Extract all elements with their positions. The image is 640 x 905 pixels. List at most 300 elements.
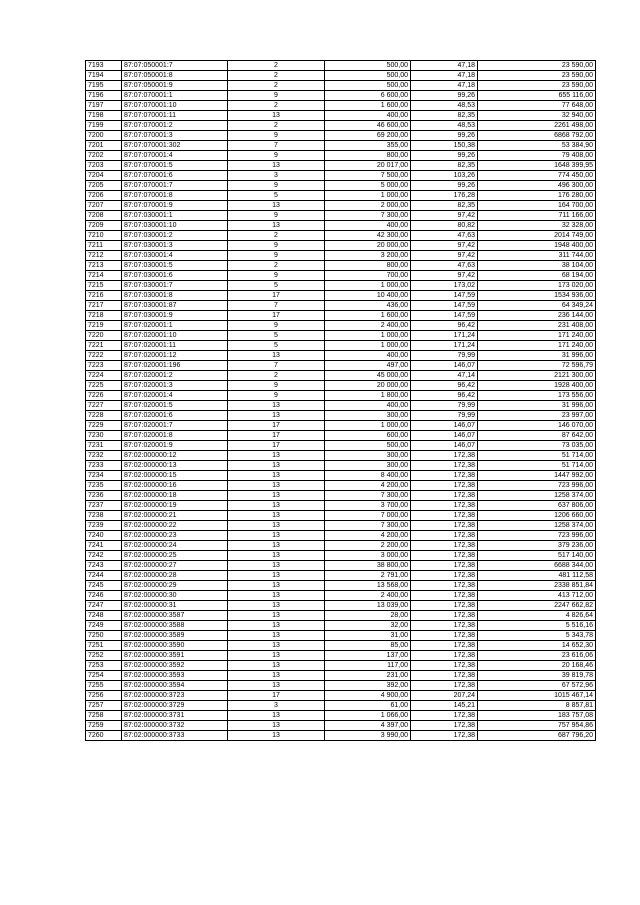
group-cell: 13 bbox=[228, 221, 325, 231]
value-cell: 164 700,00 bbox=[478, 201, 596, 211]
cadastral-number-cell: 87:02:000000:3723 bbox=[122, 691, 228, 701]
cadastral-number-cell: 87:02:000000:22 bbox=[122, 521, 228, 531]
cadastral-number-cell: 87:07:070001:5 bbox=[122, 161, 228, 171]
group-cell: 13 bbox=[228, 551, 325, 561]
value-cell: 79 408,00 bbox=[478, 151, 596, 161]
group-cell: 2 bbox=[228, 371, 325, 381]
row-number-cell: 7227 bbox=[86, 401, 122, 411]
cadastral-number-cell: 87:02:000000:30 bbox=[122, 591, 228, 601]
group-cell: 13 bbox=[228, 161, 325, 171]
value-cell: 231 408,00 bbox=[478, 321, 596, 331]
value-cell: 711 166,00 bbox=[478, 211, 596, 221]
row-number-cell: 7210 bbox=[86, 231, 122, 241]
value-cell: 171 240,00 bbox=[478, 331, 596, 341]
rate-cell: 172,38 bbox=[411, 491, 478, 501]
group-cell: 17 bbox=[228, 431, 325, 441]
table-row bbox=[86, 701, 596, 711]
area-cell: 20 000,00 bbox=[325, 381, 411, 391]
rate-cell: 82,35 bbox=[411, 201, 478, 211]
cadastral-number-cell: 87:07:030001:7 bbox=[122, 281, 228, 291]
row-number-cell: 7240 bbox=[86, 531, 122, 541]
row-number-cell: 7247 bbox=[86, 601, 122, 611]
row-number-cell: 7196 bbox=[86, 91, 122, 101]
rate-cell: 99,26 bbox=[411, 181, 478, 191]
area-cell: 500,00 bbox=[325, 81, 411, 91]
group-cell: 13 bbox=[228, 581, 325, 591]
table-row bbox=[86, 661, 596, 671]
row-number-cell: 7260 bbox=[86, 731, 122, 741]
rate-cell: 79,99 bbox=[411, 411, 478, 421]
value-cell: 6868 792,00 bbox=[478, 131, 596, 141]
group-cell: 17 bbox=[228, 291, 325, 301]
rate-cell: 172,38 bbox=[411, 451, 478, 461]
value-cell: 1258 374,00 bbox=[478, 521, 596, 531]
cadastral-number-cell: 87:07:030001:8 bbox=[122, 291, 228, 301]
rate-cell: 48,53 bbox=[411, 101, 478, 111]
rate-cell: 96,42 bbox=[411, 391, 478, 401]
rate-cell: 172,38 bbox=[411, 551, 478, 561]
value-cell: 38 104,00 bbox=[478, 261, 596, 271]
row-number-cell: 7243 bbox=[86, 561, 122, 571]
value-cell: 723 996,00 bbox=[478, 531, 596, 541]
rate-cell: 97,42 bbox=[411, 241, 478, 251]
row-number-cell: 7258 bbox=[86, 711, 122, 721]
rate-cell: 99,26 bbox=[411, 131, 478, 141]
value-cell: 32 940,00 bbox=[478, 111, 596, 121]
cadastral-number-cell: 87:07:030001:6 bbox=[122, 271, 228, 281]
rate-cell: 207,24 bbox=[411, 691, 478, 701]
cadastral-number-cell: 87:07:020001:2 bbox=[122, 371, 228, 381]
cadastral-number-cell: 87:07:030001:4 bbox=[122, 251, 228, 261]
table-row bbox=[86, 61, 596, 71]
table-row bbox=[86, 711, 596, 721]
rate-cell: 172,38 bbox=[411, 671, 478, 681]
area-cell: 117,00 bbox=[325, 661, 411, 671]
area-cell: 400,00 bbox=[325, 111, 411, 121]
cadastral-number-cell: 87:02:000000:3587 bbox=[122, 611, 228, 621]
cadastral-number-cell: 87:02:000000:3729 bbox=[122, 701, 228, 711]
row-number-cell: 7209 bbox=[86, 221, 122, 231]
area-cell: 400,00 bbox=[325, 221, 411, 231]
rate-cell: 172,38 bbox=[411, 541, 478, 551]
rate-cell: 147,59 bbox=[411, 301, 478, 311]
group-cell: 13 bbox=[228, 411, 325, 421]
area-cell: 6 600,00 bbox=[325, 91, 411, 101]
cadastral-number-cell: 87:07:070001:3 bbox=[122, 131, 228, 141]
table-row bbox=[86, 161, 596, 171]
row-number-cell: 7203 bbox=[86, 161, 122, 171]
cadastral-number-cell: 87:02:000000:3731 bbox=[122, 711, 228, 721]
group-cell: 13 bbox=[228, 471, 325, 481]
cadastral-number-cell: 87:07:050001:8 bbox=[122, 71, 228, 81]
table-row bbox=[86, 321, 596, 331]
value-cell: 2338 851,84 bbox=[478, 581, 596, 591]
row-number-cell: 7248 bbox=[86, 611, 122, 621]
value-cell: 14 652,30 bbox=[478, 641, 596, 651]
area-cell: 38 800,00 bbox=[325, 561, 411, 571]
value-cell: 2247 662,82 bbox=[478, 601, 596, 611]
value-cell: 1206 660,00 bbox=[478, 511, 596, 521]
value-cell: 5 516,16 bbox=[478, 621, 596, 631]
rate-cell: 79,99 bbox=[411, 351, 478, 361]
area-cell: 4 200,00 bbox=[325, 481, 411, 491]
table-row bbox=[86, 341, 596, 351]
area-cell: 20 017,00 bbox=[325, 161, 411, 171]
row-number-cell: 7233 bbox=[86, 461, 122, 471]
rate-cell: 172,38 bbox=[411, 711, 478, 721]
table-row bbox=[86, 211, 596, 221]
row-number-cell: 7236 bbox=[86, 491, 122, 501]
group-cell: 3 bbox=[228, 171, 325, 181]
cadastral-number-cell: 87:07:020001:9 bbox=[122, 441, 228, 451]
cadastral-number-cell: 87:02:000000:12 bbox=[122, 451, 228, 461]
document-page bbox=[85, 60, 595, 741]
group-cell: 13 bbox=[228, 451, 325, 461]
row-number-cell: 7242 bbox=[86, 551, 122, 561]
cadastral-number-cell: 87:02:000000:16 bbox=[122, 481, 228, 491]
rate-cell: 172,38 bbox=[411, 651, 478, 661]
rate-cell: 82,35 bbox=[411, 161, 478, 171]
value-cell: 774 450,00 bbox=[478, 171, 596, 181]
value-cell: 637 806,00 bbox=[478, 501, 596, 511]
area-cell: 400,00 bbox=[325, 351, 411, 361]
area-cell: 1 066,00 bbox=[325, 711, 411, 721]
group-cell: 13 bbox=[228, 591, 325, 601]
area-cell: 13 568,00 bbox=[325, 581, 411, 591]
group-cell: 13 bbox=[228, 681, 325, 691]
row-number-cell: 7225 bbox=[86, 381, 122, 391]
group-cell: 13 bbox=[228, 601, 325, 611]
group-cell: 13 bbox=[228, 111, 325, 121]
area-cell: 500,00 bbox=[325, 61, 411, 71]
table-row bbox=[86, 301, 596, 311]
table-row bbox=[86, 141, 596, 151]
table-row bbox=[86, 101, 596, 111]
table-row bbox=[86, 401, 596, 411]
table-row bbox=[86, 451, 596, 461]
cadastral-number-cell: 87:07:070001:2 bbox=[122, 121, 228, 131]
group-cell: 13 bbox=[228, 671, 325, 681]
rate-cell: 172,38 bbox=[411, 631, 478, 641]
rate-cell: 172,38 bbox=[411, 621, 478, 631]
rate-cell: 99,26 bbox=[411, 151, 478, 161]
group-cell: 5 bbox=[228, 331, 325, 341]
row-number-cell: 7255 bbox=[86, 681, 122, 691]
area-cell: 1 000,00 bbox=[325, 331, 411, 341]
group-cell: 9 bbox=[228, 251, 325, 261]
area-cell: 7 300,00 bbox=[325, 211, 411, 221]
area-cell: 2 400,00 bbox=[325, 591, 411, 601]
rate-cell: 172,38 bbox=[411, 681, 478, 691]
group-cell: 13 bbox=[228, 611, 325, 621]
rate-cell: 146,07 bbox=[411, 361, 478, 371]
row-number-cell: 7215 bbox=[86, 281, 122, 291]
table-row bbox=[86, 461, 596, 471]
table-row bbox=[86, 391, 596, 401]
table-row bbox=[86, 621, 596, 631]
group-cell: 9 bbox=[228, 91, 325, 101]
area-cell: 5 000,00 bbox=[325, 181, 411, 191]
group-cell: 9 bbox=[228, 381, 325, 391]
cadastral-number-cell: 87:07:070001:302 bbox=[122, 141, 228, 151]
table-row bbox=[86, 181, 596, 191]
group-cell: 13 bbox=[228, 631, 325, 641]
row-number-cell: 7219 bbox=[86, 321, 122, 331]
area-cell: 85,00 bbox=[325, 641, 411, 651]
area-cell: 300,00 bbox=[325, 411, 411, 421]
value-cell: 32 328,00 bbox=[478, 221, 596, 231]
area-cell: 28,00 bbox=[325, 611, 411, 621]
group-cell: 13 bbox=[228, 711, 325, 721]
table-row bbox=[86, 561, 596, 571]
area-cell: 137,00 bbox=[325, 651, 411, 661]
rate-cell: 47,18 bbox=[411, 81, 478, 91]
table-row bbox=[86, 371, 596, 381]
group-cell: 13 bbox=[228, 491, 325, 501]
area-cell: 2 400,00 bbox=[325, 321, 411, 331]
row-number-cell: 7230 bbox=[86, 431, 122, 441]
row-number-cell: 7238 bbox=[86, 511, 122, 521]
cadastral-number-cell: 87:07:020001:12 bbox=[122, 351, 228, 361]
area-cell: 7 500,00 bbox=[325, 171, 411, 181]
group-cell: 9 bbox=[228, 211, 325, 221]
rate-cell: 47,14 bbox=[411, 371, 478, 381]
cadastral-number-cell: 87:02:000000:3592 bbox=[122, 661, 228, 671]
rate-cell: 79,99 bbox=[411, 401, 478, 411]
group-cell: 13 bbox=[228, 661, 325, 671]
cadastral-number-cell: 87:07:070001:4 bbox=[122, 151, 228, 161]
row-number-cell: 7252 bbox=[86, 651, 122, 661]
table-row bbox=[86, 81, 596, 91]
area-cell: 10 400,00 bbox=[325, 291, 411, 301]
value-cell: 757 954,86 bbox=[478, 721, 596, 731]
rate-cell: 146,07 bbox=[411, 441, 478, 451]
rate-cell: 172,38 bbox=[411, 461, 478, 471]
row-number-cell: 7217 bbox=[86, 301, 122, 311]
row-number-cell: 7245 bbox=[86, 581, 122, 591]
table-row bbox=[86, 71, 596, 81]
cadastral-number-cell: 87:07:020001:196 bbox=[122, 361, 228, 371]
area-cell: 45 000,00 bbox=[325, 371, 411, 381]
row-number-cell: 7254 bbox=[86, 671, 122, 681]
value-cell: 146 070,00 bbox=[478, 421, 596, 431]
rate-cell: 96,42 bbox=[411, 321, 478, 331]
area-cell: 20 000,00 bbox=[325, 241, 411, 251]
group-cell: 13 bbox=[228, 401, 325, 411]
value-cell: 183 757,08 bbox=[478, 711, 596, 721]
table-row bbox=[86, 671, 596, 681]
cadastral-number-cell: 87:07:020001:3 bbox=[122, 381, 228, 391]
table-row bbox=[86, 311, 596, 321]
group-cell: 13 bbox=[228, 561, 325, 571]
row-number-cell: 7222 bbox=[86, 351, 122, 361]
cadastral-number-cell: 87:07:030001:1 bbox=[122, 211, 228, 221]
area-cell: 1 600,00 bbox=[325, 311, 411, 321]
table-row bbox=[86, 411, 596, 421]
area-cell: 300,00 bbox=[325, 451, 411, 461]
row-number-cell: 7220 bbox=[86, 331, 122, 341]
rate-cell: 147,59 bbox=[411, 291, 478, 301]
area-cell: 500,00 bbox=[325, 71, 411, 81]
value-cell: 51 714,00 bbox=[478, 451, 596, 461]
value-cell: 1928 400,00 bbox=[478, 381, 596, 391]
value-cell: 2261 498,00 bbox=[478, 121, 596, 131]
value-cell: 23 616,06 bbox=[478, 651, 596, 661]
area-cell: 355,00 bbox=[325, 141, 411, 151]
group-cell: 7 bbox=[228, 141, 325, 151]
table-row bbox=[86, 231, 596, 241]
value-cell: 236 144,00 bbox=[478, 311, 596, 321]
rate-cell: 172,38 bbox=[411, 571, 478, 581]
rate-cell: 172,38 bbox=[411, 561, 478, 571]
value-cell: 1015 467,14 bbox=[478, 691, 596, 701]
value-cell: 87 642,00 bbox=[478, 431, 596, 441]
rate-cell: 47,18 bbox=[411, 71, 478, 81]
group-cell: 13 bbox=[228, 351, 325, 361]
table-row bbox=[86, 151, 596, 161]
area-cell: 1 000,00 bbox=[325, 281, 411, 291]
cadastral-number-cell: 87:07:020001:8 bbox=[122, 431, 228, 441]
row-number-cell: 7214 bbox=[86, 271, 122, 281]
group-cell: 9 bbox=[228, 241, 325, 251]
table-row bbox=[86, 171, 596, 181]
table-row bbox=[86, 471, 596, 481]
row-number-cell: 7216 bbox=[86, 291, 122, 301]
table-row bbox=[86, 351, 596, 361]
area-cell: 1 000,00 bbox=[325, 341, 411, 351]
table-row bbox=[86, 91, 596, 101]
table-row bbox=[86, 591, 596, 601]
row-number-cell: 7232 bbox=[86, 451, 122, 461]
cadastral-number-cell: 87:02:000000:3590 bbox=[122, 641, 228, 651]
cadastral-number-cell: 87:02:000000:15 bbox=[122, 471, 228, 481]
rate-cell: 47,18 bbox=[411, 61, 478, 71]
area-cell: 4 397,00 bbox=[325, 721, 411, 731]
area-cell: 1 800,00 bbox=[325, 391, 411, 401]
table-row bbox=[86, 631, 596, 641]
row-number-cell: 7244 bbox=[86, 571, 122, 581]
cadastral-number-cell: 87:07:070001:8 bbox=[122, 191, 228, 201]
table-row bbox=[86, 291, 596, 301]
area-cell: 7 300,00 bbox=[325, 491, 411, 501]
row-number-cell: 7235 bbox=[86, 481, 122, 491]
table-body bbox=[86, 61, 596, 741]
table-row bbox=[86, 481, 596, 491]
cadastral-number-cell: 87:07:070001:11 bbox=[122, 111, 228, 121]
table-row bbox=[86, 691, 596, 701]
area-cell: 1 600,00 bbox=[325, 101, 411, 111]
area-cell: 2 000,00 bbox=[325, 201, 411, 211]
rate-cell: 172,38 bbox=[411, 731, 478, 741]
table-row bbox=[86, 581, 596, 591]
row-number-cell: 7206 bbox=[86, 191, 122, 201]
group-cell: 13 bbox=[228, 531, 325, 541]
value-cell: 1648 399,95 bbox=[478, 161, 596, 171]
value-cell: 1258 374,00 bbox=[478, 491, 596, 501]
rate-cell: 172,38 bbox=[411, 641, 478, 651]
cadastral-number-cell: 87:02:000000:3589 bbox=[122, 631, 228, 641]
cadastral-number-cell: 87:07:030001:2 bbox=[122, 231, 228, 241]
table-row bbox=[86, 601, 596, 611]
group-cell: 2 bbox=[228, 71, 325, 81]
table-row bbox=[86, 261, 596, 271]
data-table bbox=[85, 60, 596, 741]
table-row bbox=[86, 681, 596, 691]
value-cell: 23 590,00 bbox=[478, 61, 596, 71]
row-number-cell: 7257 bbox=[86, 701, 122, 711]
cadastral-number-cell: 87:02:000000:3733 bbox=[122, 731, 228, 741]
value-cell: 311 744,00 bbox=[478, 251, 596, 261]
cadastral-number-cell: 87:02:000000:29 bbox=[122, 581, 228, 591]
cadastral-number-cell: 87:02:000000:3588 bbox=[122, 621, 228, 631]
row-number-cell: 7197 bbox=[86, 101, 122, 111]
area-cell: 400,00 bbox=[325, 401, 411, 411]
cadastral-number-cell: 87:02:000000:19 bbox=[122, 501, 228, 511]
value-cell: 53 384,90 bbox=[478, 141, 596, 151]
cadastral-number-cell: 87:07:070001:7 bbox=[122, 181, 228, 191]
table-row bbox=[86, 431, 596, 441]
value-cell: 723 996,00 bbox=[478, 481, 596, 491]
area-cell: 42 300,00 bbox=[325, 231, 411, 241]
group-cell: 7 bbox=[228, 361, 325, 371]
group-cell: 5 bbox=[228, 281, 325, 291]
group-cell: 13 bbox=[228, 721, 325, 731]
row-number-cell: 7194 bbox=[86, 71, 122, 81]
value-cell: 496 300,00 bbox=[478, 181, 596, 191]
table-row bbox=[86, 441, 596, 451]
group-cell: 17 bbox=[228, 441, 325, 451]
area-cell: 500,00 bbox=[325, 441, 411, 451]
cadastral-number-cell: 87:07:050001:7 bbox=[122, 61, 228, 71]
area-cell: 4 900,00 bbox=[325, 691, 411, 701]
cadastral-number-cell: 87:07:020001:11 bbox=[122, 341, 228, 351]
rate-cell: 172,38 bbox=[411, 591, 478, 601]
row-number-cell: 7226 bbox=[86, 391, 122, 401]
cadastral-number-cell: 87:02:000000:3591 bbox=[122, 651, 228, 661]
value-cell: 173 020,00 bbox=[478, 281, 596, 291]
row-number-cell: 7229 bbox=[86, 421, 122, 431]
row-number-cell: 7213 bbox=[86, 261, 122, 271]
group-cell: 17 bbox=[228, 691, 325, 701]
value-cell: 4 826,64 bbox=[478, 611, 596, 621]
cadastral-number-cell: 87:02:000000:23 bbox=[122, 531, 228, 541]
rate-cell: 172,38 bbox=[411, 531, 478, 541]
value-cell: 64 349,24 bbox=[478, 301, 596, 311]
value-cell: 23 590,00 bbox=[478, 71, 596, 81]
row-number-cell: 7193 bbox=[86, 61, 122, 71]
cadastral-number-cell: 87:02:000000:18 bbox=[122, 491, 228, 501]
group-cell: 3 bbox=[228, 701, 325, 711]
row-number-cell: 7223 bbox=[86, 361, 122, 371]
cadastral-number-cell: 87:07:020001:7 bbox=[122, 421, 228, 431]
cadastral-number-cell: 87:07:020001:1 bbox=[122, 321, 228, 331]
cadastral-number-cell: 87:07:030001:3 bbox=[122, 241, 228, 251]
area-cell: 13 039,00 bbox=[325, 601, 411, 611]
cadastral-number-cell: 87:02:000000:3732 bbox=[122, 721, 228, 731]
row-number-cell: 7221 bbox=[86, 341, 122, 351]
table-row bbox=[86, 251, 596, 261]
group-cell: 13 bbox=[228, 501, 325, 511]
rate-cell: 172,38 bbox=[411, 471, 478, 481]
group-cell: 9 bbox=[228, 391, 325, 401]
table-row bbox=[86, 511, 596, 521]
cadastral-number-cell: 87:02:000000:31 bbox=[122, 601, 228, 611]
area-cell: 3 200,00 bbox=[325, 251, 411, 261]
cadastral-number-cell: 87:07:020001:5 bbox=[122, 401, 228, 411]
row-number-cell: 7195 bbox=[86, 81, 122, 91]
rate-cell: 48,53 bbox=[411, 121, 478, 131]
group-cell: 5 bbox=[228, 191, 325, 201]
